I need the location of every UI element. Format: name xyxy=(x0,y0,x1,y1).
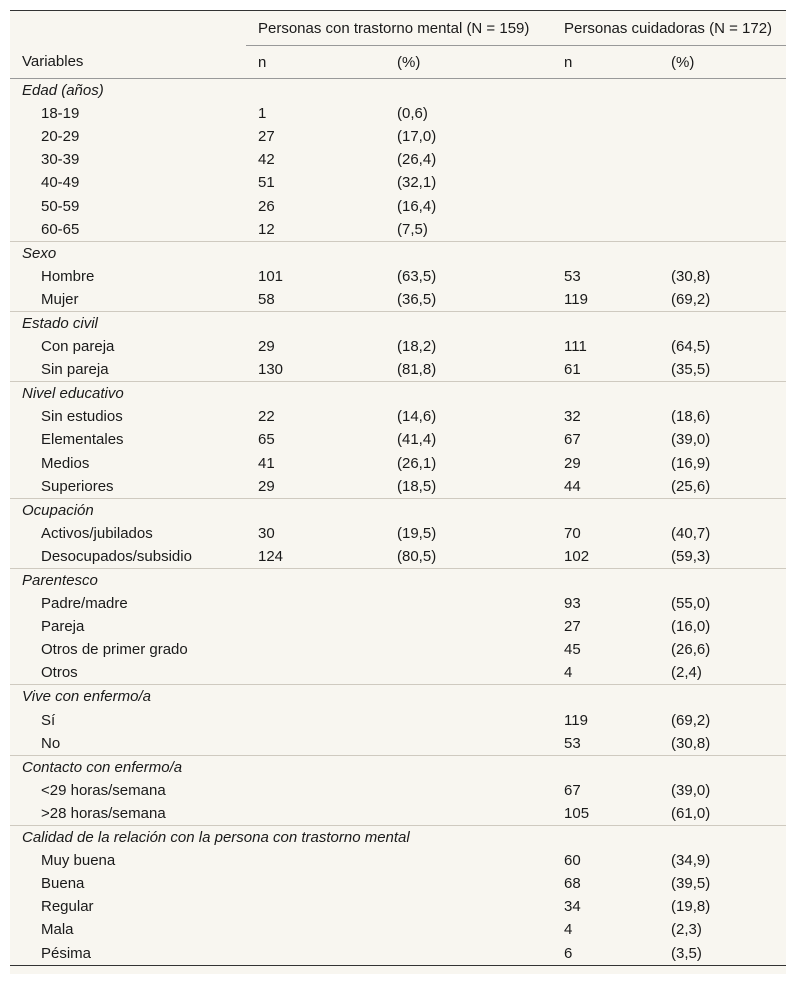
n-caregivers: 67 xyxy=(564,431,581,449)
pct-patients xyxy=(385,615,552,638)
n-caregivers: 93 xyxy=(564,595,581,613)
n-patients xyxy=(246,592,385,615)
n-caregivers: 27 xyxy=(564,618,581,636)
pct-patients: (14,6) xyxy=(397,408,437,426)
pct-patients xyxy=(385,849,552,872)
row-label: Regular xyxy=(41,898,94,916)
row-label: Otros de primer grado xyxy=(41,641,188,659)
header-pct-caregivers: (%) xyxy=(659,46,786,79)
pct-patients xyxy=(385,661,552,685)
category-label: Vive con enfermo/a xyxy=(10,685,786,709)
table-row xyxy=(10,941,786,965)
n-caregivers: 32 xyxy=(564,408,581,426)
table-row xyxy=(10,452,786,475)
category-label: Parentesco xyxy=(10,568,786,592)
pct-caregivers: (69,2) xyxy=(671,290,711,308)
pct-caregivers: (35,5) xyxy=(671,361,711,379)
n-caregivers: 119 xyxy=(564,290,588,308)
table-row xyxy=(10,475,786,499)
table-row xyxy=(10,218,786,242)
table-row xyxy=(10,335,786,358)
category-row xyxy=(10,755,786,779)
row-label: 20-29 xyxy=(41,128,80,146)
pct-caregivers: (39,0) xyxy=(671,781,711,799)
n-caregivers xyxy=(552,218,659,242)
row-label: Sí xyxy=(41,711,56,729)
pct-patients xyxy=(385,638,552,661)
pct-caregivers: (3,5) xyxy=(659,941,786,965)
pct-caregivers: (30,8) xyxy=(671,267,711,285)
table-row xyxy=(10,615,786,638)
pct-caregivers: (19,8) xyxy=(671,898,711,916)
n-caregivers xyxy=(552,194,659,217)
row-label: Medios xyxy=(41,454,90,472)
pct-caregivers: (64,5) xyxy=(671,338,711,356)
n-patients xyxy=(246,872,385,895)
pct-caregivers xyxy=(659,102,786,125)
n-patients: 30 xyxy=(258,524,275,542)
n-caregivers: 53 xyxy=(564,267,581,285)
table-header xyxy=(10,11,786,79)
n-patients: 124 xyxy=(258,547,284,565)
pct-caregivers xyxy=(659,194,786,217)
category-row xyxy=(10,79,786,103)
n-caregivers: 44 xyxy=(564,477,581,495)
pct-caregivers xyxy=(659,218,786,242)
pct-patients xyxy=(385,732,552,756)
table-row xyxy=(10,102,786,125)
n-patients: 1 xyxy=(258,105,267,123)
row-label: Buena xyxy=(41,875,85,893)
pct-caregivers: (40,7) xyxy=(671,524,711,542)
n-patients: 22 xyxy=(258,408,275,426)
n-patients: 29 xyxy=(258,338,275,356)
n-patients xyxy=(246,802,385,826)
pct-patients: (18,5) xyxy=(397,477,437,495)
n-caregivers: 6 xyxy=(552,941,659,965)
category-row xyxy=(10,685,786,709)
pct-patients xyxy=(385,895,552,918)
row-label: Muy buena xyxy=(41,852,116,870)
demographics-table xyxy=(10,10,786,966)
table-body xyxy=(10,79,786,966)
n-caregivers: 4 xyxy=(564,921,573,939)
row-label: 40-49 xyxy=(41,174,80,192)
category-label: Edad (años) xyxy=(22,82,104,100)
pct-caregivers: (61,0) xyxy=(671,804,711,822)
table-row xyxy=(10,918,786,941)
category-label: Calidad de la relación con la persona con trastorno mental xyxy=(10,826,786,850)
category-row xyxy=(10,498,786,522)
pct-patients: (19,5) xyxy=(397,524,437,542)
pct-patients: (0,6) xyxy=(397,105,428,123)
n-patients: 58 xyxy=(258,290,275,308)
category-label: Sexo xyxy=(10,241,786,265)
category-row xyxy=(10,382,786,406)
n-caregivers: 4 xyxy=(564,664,573,682)
table-row xyxy=(10,288,786,312)
category-row xyxy=(10,241,786,265)
table-row xyxy=(10,638,786,661)
n-caregivers xyxy=(552,125,659,148)
pct-patients: (17,0) xyxy=(397,128,437,146)
pct-caregivers: (59,3) xyxy=(671,547,711,565)
n-patients xyxy=(246,849,385,872)
n-patients: 130 xyxy=(258,361,284,379)
row-label: Elementales xyxy=(41,431,124,449)
pct-caregivers: (26,6) xyxy=(671,641,711,659)
table-row xyxy=(10,358,786,382)
row-label: 50-59 xyxy=(41,197,80,215)
pct-patients: (81,8) xyxy=(397,361,437,379)
header-pct-patients: (%) xyxy=(385,46,552,79)
n-patients xyxy=(246,941,385,965)
row-label: Mujer xyxy=(41,290,79,308)
n-caregivers: 61 xyxy=(564,361,581,379)
n-patients: 12 xyxy=(258,220,275,238)
pct-patients xyxy=(385,592,552,615)
n-patients: 65 xyxy=(258,431,275,449)
n-patients xyxy=(246,918,385,941)
pct-caregivers: (18,6) xyxy=(671,408,711,426)
pct-patients xyxy=(385,709,552,732)
category-label: Contacto con enfermo/a xyxy=(10,755,786,779)
n-patients: 41 xyxy=(258,454,275,472)
category-row xyxy=(10,826,786,850)
pct-caregivers: (39,0) xyxy=(671,431,711,449)
table-row xyxy=(10,895,786,918)
n-caregivers: 105 xyxy=(564,804,590,822)
row-label: Pareja xyxy=(41,618,85,636)
n-caregivers: 45 xyxy=(564,641,581,659)
category-label: Nivel educativo xyxy=(10,382,786,406)
header-column-row xyxy=(10,46,786,79)
n-patients xyxy=(246,638,385,661)
row-label: 18-19 xyxy=(41,105,80,123)
n-caregivers: 68 xyxy=(564,875,581,893)
category-row xyxy=(10,568,786,592)
table-container xyxy=(10,10,786,974)
pct-patients xyxy=(385,779,552,802)
header-group-caregivers: Personas cuidadoras (N = 172) xyxy=(552,11,786,46)
table-row xyxy=(10,872,786,895)
table-row xyxy=(10,428,786,451)
table-row xyxy=(10,522,786,545)
n-patients xyxy=(246,615,385,638)
pct-caregivers: (25,6) xyxy=(671,477,711,495)
pct-patients: (26,1) xyxy=(397,454,437,472)
table-row xyxy=(10,545,786,569)
row-label: Activos/jubilados xyxy=(41,524,153,542)
table-row xyxy=(10,709,786,732)
row-label: No xyxy=(41,734,61,752)
table-row xyxy=(10,194,786,217)
table-row xyxy=(10,148,786,171)
pct-caregivers xyxy=(659,171,786,194)
n-caregivers: 102 xyxy=(564,547,590,565)
n-caregivers: 70 xyxy=(564,524,581,542)
pct-patients: (36,5) xyxy=(397,290,437,308)
header-n-caregivers: n xyxy=(552,46,659,79)
pct-caregivers: (69,2) xyxy=(671,711,711,729)
n-patients: 42 xyxy=(258,151,275,169)
pct-caregivers: (55,0) xyxy=(671,595,711,613)
pct-patients xyxy=(385,802,552,826)
pct-patients xyxy=(385,872,552,895)
n-caregivers: 111 xyxy=(564,338,587,356)
pct-patients: (16,4) xyxy=(397,197,437,215)
pct-caregivers: (16,9) xyxy=(671,454,711,472)
pct-patients: (32,1) xyxy=(397,174,437,192)
n-patients: 51 xyxy=(258,174,275,192)
pct-caregivers: (30,8) xyxy=(671,734,711,752)
row-label: Otros xyxy=(41,664,78,682)
pct-caregivers: (34,9) xyxy=(671,852,711,870)
category-row xyxy=(10,311,786,335)
pct-patients: (26,4) xyxy=(397,151,437,169)
category-label: Ocupación xyxy=(10,498,786,522)
pct-caregivers xyxy=(659,125,786,148)
table-row xyxy=(10,592,786,615)
row-label: >28 horas/semana xyxy=(41,804,166,822)
row-label: 30-39 xyxy=(41,151,80,169)
row-label: Sin pareja xyxy=(41,361,109,379)
n-patients: 101 xyxy=(258,267,284,285)
row-label: Con pareja xyxy=(41,338,115,356)
table-row xyxy=(10,265,786,288)
header-group-patients: Personas con trastorno mental (N = 159) xyxy=(246,11,552,46)
n-patients xyxy=(246,732,385,756)
n-patients: 27 xyxy=(258,128,275,146)
row-label: Mala xyxy=(41,921,74,939)
pct-caregivers: (39,5) xyxy=(671,875,711,893)
n-caregivers: 34 xyxy=(564,898,581,916)
n-caregivers: 67 xyxy=(564,781,581,799)
pct-patients xyxy=(385,941,552,965)
pct-patients: (63,5) xyxy=(397,267,437,285)
pct-patients: (18,2) xyxy=(397,338,437,356)
row-label: 60-65 xyxy=(41,220,80,238)
pct-caregivers: (2,3) xyxy=(671,921,702,939)
header-group-row xyxy=(10,11,786,46)
pct-patients: (7,5) xyxy=(397,220,428,238)
pct-patients: (80,5) xyxy=(397,547,437,565)
table-row xyxy=(10,849,786,872)
n-caregivers: 29 xyxy=(564,454,581,472)
table-row xyxy=(10,802,786,826)
pct-caregivers xyxy=(659,148,786,171)
n-caregivers xyxy=(552,102,659,125)
row-label: Desocupados/subsidio xyxy=(41,547,192,565)
pct-patients xyxy=(385,918,552,941)
n-caregivers: 119 xyxy=(564,711,588,729)
table-row xyxy=(10,125,786,148)
pct-patients: (41,4) xyxy=(397,431,437,449)
pct-caregivers: (2,4) xyxy=(671,664,702,682)
table-row xyxy=(10,732,786,756)
category-label: Estado civil xyxy=(10,311,786,335)
row-label: Pésima xyxy=(10,941,246,965)
row-label: Sin estudios xyxy=(41,408,123,426)
table-row xyxy=(10,405,786,428)
n-patients: 29 xyxy=(258,477,275,495)
header-n-patients: n xyxy=(246,46,385,79)
n-caregivers: 53 xyxy=(564,734,581,752)
table-row xyxy=(10,779,786,802)
row-label: Padre/madre xyxy=(41,595,128,613)
row-label: <29 horas/semana xyxy=(41,781,166,799)
n-caregivers xyxy=(552,171,659,194)
n-patients xyxy=(246,895,385,918)
n-caregivers: 60 xyxy=(564,852,581,870)
row-label: Hombre xyxy=(41,267,95,285)
n-patients: 26 xyxy=(258,197,275,215)
table-row xyxy=(10,171,786,194)
n-patients xyxy=(246,709,385,732)
n-patients xyxy=(246,779,385,802)
table-row xyxy=(10,661,786,685)
n-caregivers xyxy=(552,148,659,171)
header-variables: Variables xyxy=(10,46,246,79)
pct-caregivers: (16,0) xyxy=(671,618,711,636)
header-empty-cell xyxy=(10,11,246,46)
n-patients xyxy=(246,661,385,685)
row-label: Superiores xyxy=(41,477,114,495)
